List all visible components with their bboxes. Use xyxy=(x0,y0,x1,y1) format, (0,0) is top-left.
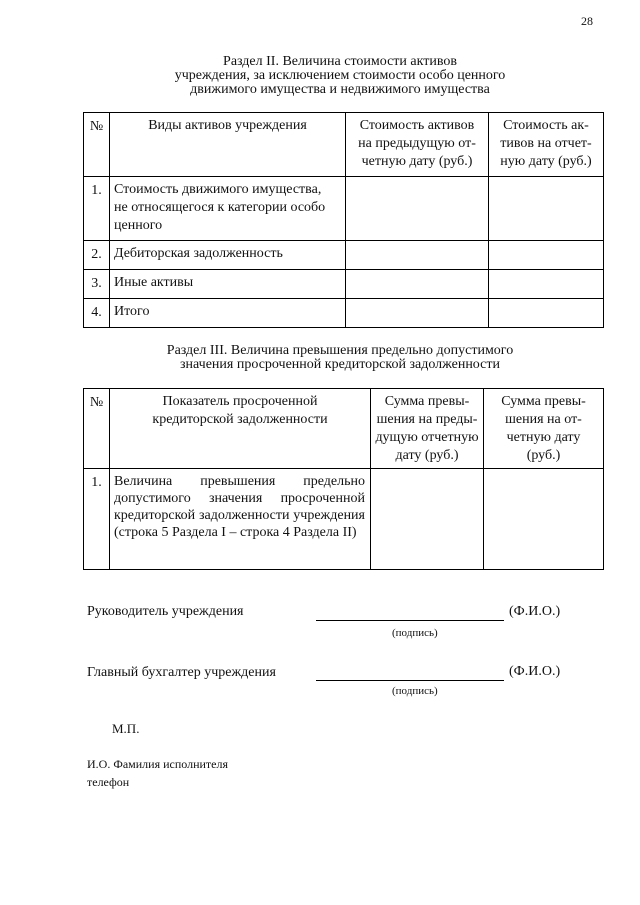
head-signature-line[interactable] xyxy=(316,620,504,621)
table-row xyxy=(84,241,604,270)
curr-value-cell[interactable] xyxy=(489,241,604,270)
prev-excess-cell[interactable] xyxy=(371,469,484,570)
section2-title-line: учреждения, за исключением стоимости особо ценного xyxy=(174,68,506,83)
section2-title-line: Раздел II. Величина стоимости активов xyxy=(223,54,457,69)
row-number: 3. xyxy=(84,270,110,299)
curr-excess-cell[interactable] xyxy=(484,469,604,570)
row-number: 1. xyxy=(84,469,110,570)
section3-title-line: значения просроченной кредиторской задолженности xyxy=(180,357,500,372)
stamp-place: М.П. xyxy=(112,721,140,736)
table-row xyxy=(84,177,604,241)
row-label: Дебиторская задолженность xyxy=(110,241,346,270)
accountant-fio: (Ф.И.О.) xyxy=(509,664,561,679)
accountant-label: Главный бухгалтер учреждения xyxy=(87,665,276,680)
section3-title xyxy=(60,344,620,372)
row-label: Стоимость движимого имущества, не относящегося к категории особо ценного xyxy=(110,177,346,241)
col-header-prev-excess: Сумма превы- шения на преды- дущую отчетную дату (руб.) xyxy=(371,389,484,469)
accountant-signature-caption: (подпись) xyxy=(392,685,438,697)
section3-title-line: Раздел III. Величина превышения предельно допустимого xyxy=(166,343,514,358)
row-number: 4. xyxy=(84,299,110,328)
table-row xyxy=(84,469,604,570)
col-header-indicator: Показатель просроченной кредиторской задолженности xyxy=(110,389,371,469)
head-label: Руководитель учреждения xyxy=(87,604,244,619)
prev-value-cell[interactable] xyxy=(346,177,489,241)
accountant-signature-line[interactable] xyxy=(316,680,504,681)
prev-value-cell[interactable] xyxy=(346,241,489,270)
row-label: Иные активы xyxy=(110,270,346,299)
head-fio: (Ф.И.О.) xyxy=(509,604,561,619)
col-header-curr-value: Стоимость ак- тивов на отчет- ную дату (руб.) xyxy=(489,113,604,177)
col-header-curr-excess: Сумма превы- шения на от- четную дату (руб.) xyxy=(484,389,604,469)
executor-phone: телефон xyxy=(87,775,130,789)
payables-table xyxy=(83,388,604,570)
col-header-number: № xyxy=(84,389,110,469)
col-header-number: № xyxy=(84,113,110,177)
row-label: Величина превышения предельно допустимого значения просроченной кредиторской задолженности учреждения (строка 5 Раздела I – строка 4 Раздела II) xyxy=(110,469,371,570)
executor-name: И.О. Фамилия исполнителя xyxy=(87,757,229,771)
row-number: 2. xyxy=(84,241,110,270)
curr-value-cell[interactable] xyxy=(489,177,604,241)
section2-title-line: движимого имущества и недвижимого имущества xyxy=(190,82,490,97)
table-row xyxy=(84,299,604,328)
head-signature-caption: (подпись) xyxy=(392,627,438,639)
row-label: Итого xyxy=(110,299,346,328)
row-number: 1. xyxy=(84,177,110,241)
prev-value-cell[interactable] xyxy=(346,299,489,328)
curr-value-cell[interactable] xyxy=(489,299,604,328)
curr-value-cell[interactable] xyxy=(489,270,604,299)
table-row xyxy=(84,270,604,299)
col-header-prev-value: Стоимость активов на предыдущую от- четную дату (руб.) xyxy=(346,113,489,177)
prev-value-cell[interactable] xyxy=(346,270,489,299)
assets-table xyxy=(83,112,604,328)
table-header-row xyxy=(84,389,604,469)
table-header-row xyxy=(84,113,604,177)
page-number: 28 xyxy=(581,14,593,28)
col-header-asset-type: Виды активов учреждения xyxy=(110,113,346,177)
section2-title xyxy=(60,55,620,97)
